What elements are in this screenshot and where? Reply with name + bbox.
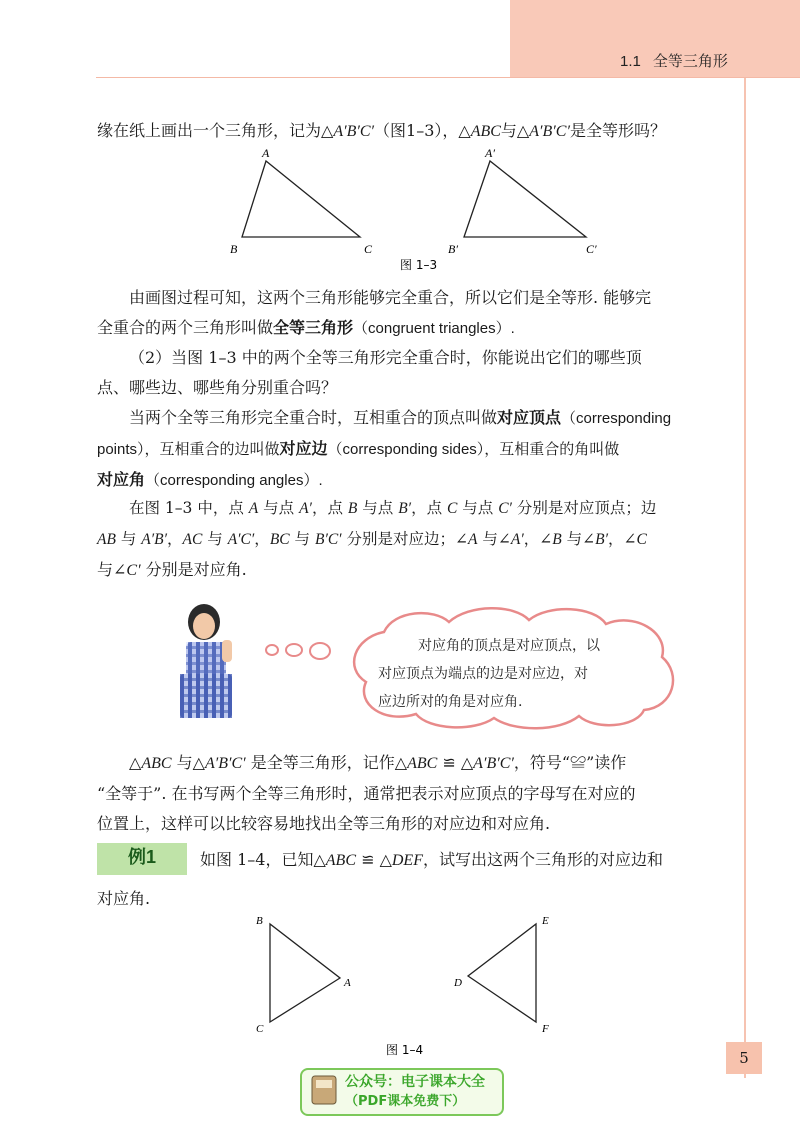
text-line: “全等于”. 在书写两个全等三角形时，通常把表示对应顶点的字母写在对应的 (97, 784, 636, 803)
vertex-label-a: A (344, 977, 351, 989)
vertex-label-a: A (262, 146, 270, 160)
header-rule (96, 77, 800, 78)
text-line: 由画图过程可知，这两个三角形能够完全重合，所以它们是全等形. 能够完 (129, 288, 652, 307)
example-text: 如图 1–4，已知△ABC ≌ △DEF，试写出这两个三角形的对应边和 (200, 850, 663, 869)
figure-1-3 (220, 145, 620, 275)
text-line: 点、哪些边、哪些角分别重合吗？ (97, 378, 338, 397)
text: （congruent triangles）. (353, 320, 515, 337)
vertex-label-c: C (256, 1023, 264, 1035)
text-line: 在图 1–3 中，点 A 与点 A′，点 B 与点 B′，点 C 与点 C′ 分别是对应顶点；边 (129, 499, 657, 517)
margin-rule (744, 78, 746, 1078)
text-line: AB 与 A′B′，AC 与 A′C′，BC 与 B′C′ 分别是对应边；∠A 与∠A′，∠B 与∠B′，∠C (97, 530, 647, 548)
section-title: 全等三角形 (652, 53, 728, 70)
bubble-line: 对应顶点为端点的边是对应边，对 (378, 666, 588, 682)
text: 缘在纸上画出一个三角形，记为△ (97, 121, 334, 140)
figure-caption: 图 1–4 (386, 1043, 424, 1057)
text: points），互相重合的边叫做 (97, 441, 280, 458)
term-corresponding-points: 对应顶点 (497, 408, 562, 427)
example-text-cont: 对应角. (97, 889, 151, 908)
text: （corresponding angles）. (145, 472, 323, 489)
figure-caption: 图 1–3 (400, 258, 438, 272)
paragraph-intro (97, 116, 725, 147)
text: （图1–3），△ (374, 121, 471, 140)
section-heading (620, 50, 780, 71)
watermark-line1: 公众号：电子课本大全 (345, 1074, 485, 1090)
bubble-line: 应边所对的角是对应角. (378, 694, 523, 710)
math: ABC (470, 123, 501, 140)
page-number: 5 (739, 1049, 749, 1067)
text: 全重合的两个三角形叫做 (97, 318, 274, 337)
text-line: △ABC 与△A′B′C′ 是全等三角形，记作△ABC ≌ △A′B′C′，符号“≌”读作 (129, 753, 627, 772)
vertex-label-b: B (256, 915, 263, 927)
text: 与△ (500, 121, 530, 140)
thought-dots (262, 638, 334, 666)
text-line: 位置上，这样可以比较容易地找出全等三角形的对应边和对应角. (97, 814, 551, 833)
paragraph-question (97, 343, 725, 403)
paragraph-definition (97, 283, 725, 344)
vertex-label-b-prime: B′ (448, 242, 458, 256)
paragraph-correspondence (97, 403, 725, 496)
text: 是全等形吗？ (569, 121, 666, 140)
text: 当两个全等三角形完全重合时，互相重合的顶点叫做 (129, 408, 498, 427)
triangle-def (468, 924, 536, 1022)
math: A′B′C′ (333, 123, 375, 140)
figure-1-4 (250, 910, 570, 1060)
triangle-a-prime (464, 161, 586, 237)
vertex-label-d: D (454, 977, 462, 989)
paragraph-notation (97, 748, 725, 839)
text: （corresponding (561, 410, 672, 427)
vertex-label-e: E (542, 915, 549, 927)
text: （corresponding sides），互相重合的角叫做 (327, 441, 620, 458)
girl-illustration (172, 598, 244, 722)
vertex-label-c: C (364, 242, 373, 256)
vertex-label-a-prime: A′ (485, 146, 495, 160)
section-number: 1.1 (620, 53, 641, 70)
watermark-line2: （PDF课本免费下） (345, 1094, 466, 1109)
triangle-abc (270, 924, 340, 1022)
text-line: 与∠C′ 分别是对应角. (97, 560, 247, 579)
term-congruent-triangles: 全等三角形 (273, 318, 354, 337)
bubble-line: 对应角的顶点是对应顶点，以 (418, 638, 600, 654)
text-line: （2）当图 1–3 中的两个全等三角形完全重合时，你能说出它们的哪些顶 (129, 348, 642, 367)
example-label: 例1 (127, 847, 156, 867)
term-corresponding-sides: 对应边 (279, 439, 328, 458)
vertex-label-b: B (230, 242, 238, 256)
bubble-text (378, 632, 648, 716)
vertex-label-f: F (542, 1023, 549, 1035)
book-icon (310, 1074, 338, 1106)
triangle-abc (242, 161, 360, 237)
paragraph-example-fig13 (97, 493, 725, 586)
term-corresponding-angles: 对应角 (97, 470, 146, 489)
vertex-label-c-prime: C′ (586, 242, 597, 256)
math: A′B′C′ (529, 123, 570, 140)
